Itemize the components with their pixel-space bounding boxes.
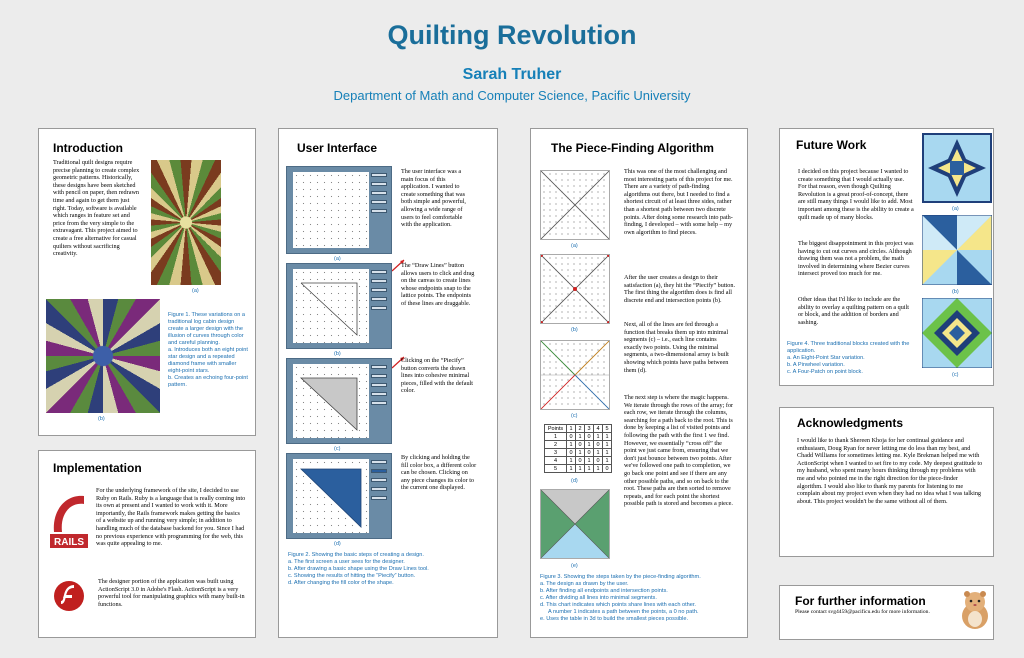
table-cell: 1 <box>603 449 612 457</box>
algorithm-figure-a <box>540 170 610 240</box>
eight-point-star-block <box>922 133 992 203</box>
figure3-caption-d: d. This chart indicates which points share lines with each other. <box>540 602 696 608</box>
figure1-caption-a: a. Introduces both an eight point star design and a repeated diamond frame with smaller eight-point stars. <box>168 347 248 374</box>
table-cell: 0 <box>567 433 576 441</box>
poster-header <box>0 0 1024 125</box>
table-cell: 1 <box>603 457 612 465</box>
algorithm-figure-c <box>540 340 610 410</box>
further-info-title: For further information <box>795 594 926 608</box>
figure1-label-a: (a) <box>192 288 199 294</box>
table-cell: 0 <box>576 441 585 449</box>
figure3-label-b: (b) <box>571 327 578 333</box>
algorithm-paragraph-2: After the user creates a design to their satisfaction (a), they hit the “Piecify” button. The first thing the algorithm does is find all discrete end and intersection points (b). <box>624 274 735 304</box>
log-cabin-quilt-image-b <box>46 299 160 413</box>
table-cell: 1 <box>567 465 576 473</box>
figure3-caption-b: b. After finding all endpoints and intersection points. <box>540 588 668 594</box>
rails-logo-text: RAILS <box>54 537 84 548</box>
figure1-caption <box>168 312 250 389</box>
table-cell: 0 <box>594 457 603 465</box>
algorithm-figure-b <box>540 254 610 324</box>
table-cell: 1 <box>545 433 567 441</box>
table-cell: 0 <box>585 433 594 441</box>
table-cell: 5 <box>603 425 612 433</box>
future-work-title: Future Work <box>796 138 867 152</box>
figure3-caption-c: c. After dividing all lines into minimal segments. <box>540 595 657 601</box>
table-row <box>545 457 612 465</box>
table-cell: 0 <box>594 441 603 449</box>
ui-screenshot-c <box>286 358 392 444</box>
table-cell: 4 <box>545 457 567 465</box>
ui-screenshot-a <box>286 166 392 254</box>
table-row <box>545 449 612 457</box>
hamster-image <box>960 588 990 630</box>
figure1-caption-title: Figure 1. These variations on a traditional log cabin design create a larger design with the illusion of curves through color and careful planning. <box>168 312 246 346</box>
table-row <box>545 465 612 473</box>
figure4-caption-title: Figure 4. Three traditional blocks created with the application. <box>787 341 910 354</box>
table-cell: 4 <box>594 425 603 433</box>
algorithm-paragraph-1: This was one of the most challenging and most interesting parts of this project for me. There are a variety of path-finding algorithms out there, but I needed to find a shortest circuit of at least three sides, rather than a shortest path between two discrete points. After doing some research into path-finding, I developed – with some help – my own algorithm to find pieces. <box>624 168 733 236</box>
figure2-label-d: (d) <box>334 541 341 547</box>
figure4-label-a: (a) <box>952 206 959 212</box>
table-cell: 1 <box>576 449 585 457</box>
figure3-caption-d-note: A number 1 indicates a path between the points, a 0 no path. <box>548 609 699 615</box>
table-cell: 3 <box>585 425 594 433</box>
user-interface-title: User Interface <box>297 141 378 155</box>
figure2-caption-c: c. Showing the results of hitting the “Piecify” button. <box>288 573 416 579</box>
table-row <box>545 433 612 441</box>
poster-title: Quilting Revolution <box>387 20 637 50</box>
table-cell: 1 <box>603 441 612 449</box>
figure3-label-d: (d) <box>571 478 578 484</box>
ui-text-2: The “Draw Lines” button allows users to click and drag on the canvas to create lines whose endpoints snap to the lattice points. The endpoints of these lines are draggable. <box>401 262 475 307</box>
figure2-label-c: (c) <box>334 446 341 452</box>
figure1-label-b: (b) <box>98 416 105 422</box>
figure3-label-e: (e) <box>571 563 578 569</box>
introduction-title: Introduction <box>53 141 123 155</box>
implementation-body-1: For the underlying framework of the site, I decided to use Ruby on Rails. Ruby is a language that is really coming into its own at present and I wanted to work with it. More importantly, the Rails framework makes getting the basics of a website up and running very simple; in addition to handling much of the database backend for you. Since I had no previous experience with programming for the web, this was quite appealing to me. <box>96 487 246 548</box>
figure3-caption-e: e. Uses the table in 3d to build the smallest pieces possible. <box>540 616 689 622</box>
future-work-paragraph-3: Other ideas that I'd like to include are the ability to overlay a quilting pattern on a quilt or block, and the addition of borders and sashing. <box>798 296 910 326</box>
table-cell: 1 <box>594 465 603 473</box>
department: Department of Math and Computer Science, Pacific University <box>333 88 691 103</box>
acknowledgments-body: I would like to thank Shereen Khoja for her continual guidance and enthusiasm, Doug Ryan for never letting me do less than my best, and Chadd Williams for sometimes letting me. Kyle Brekman helped me with ActionScript when I wanted to set fire to my code. My deepest gratitude to my husband, who spent many hours thinking through my problems with me and who pointed me in the right direction for the piece-finder algorithm. I would also like to thank my parents for listening to me complain about my project even when they had no idea what I was talking about. This project wouldn't be the same without all of them. <box>797 437 983 505</box>
figure3-caption-title: Figure 3. Showing the steps taken by the piece-finding algorithm. <box>540 574 701 580</box>
rails-logo-icon <box>48 490 90 552</box>
figure3-label-c: (c) <box>571 413 578 419</box>
figure2-caption-d: d. After changing the fill color of the shape. <box>288 580 394 586</box>
figure4-caption-b: b. A Pinwheel variation. <box>787 362 845 368</box>
table-cell: 1 <box>594 449 603 457</box>
table-cell: 1 <box>576 465 585 473</box>
adjacency-table <box>544 424 612 473</box>
table-cell: 0 <box>585 449 594 457</box>
implementation-body-2: The designer portion of the application was built using ActionScript 3.0 in Adobe's Flash. ActionScript is a very powerful tool for manipulating graphics with many built-in functions. <box>98 578 245 608</box>
table-cell: 2 <box>576 425 585 433</box>
flash-logo-icon <box>53 580 85 612</box>
table-cell: 1 <box>585 465 594 473</box>
algorithm-figure-e <box>540 489 610 559</box>
ui-screenshot-d <box>286 453 392 539</box>
ui-text-4: By clicking and holding the fill color box, a different color can be chosen. Clicking on any piece changes its color to the current one displayed. <box>401 454 477 492</box>
figure3-caption <box>540 574 740 623</box>
algorithm-paragraph-4: The next step is where the magic happens. We iterate through the rows of the array; for each row, we iterate through the columns, searching for a path back to the root. This is done by keeping a list of visited points and following the path with the first 1 we find. However, we essentially “cross off” the point we just came from, ensuring that we don't just bounce between two points. After we've followed one path to completion, we go back one point and see if there are any other possible paths, and so on back to the root. These paths are then sorted to remove repeats, and for each point the shortest possible path is stored and becomes a piece. <box>624 394 734 508</box>
figure4-caption <box>787 341 917 376</box>
table-cell: 0 <box>576 457 585 465</box>
introduction-body: Traditional quilt designs require precise planning to create complex geometric patterns. Historically, these designs have been sketched with pencil on paper, then redrawn time and again to get them just right. Today, software is available which ranges in feature set and price from the very simple to the extravagant. This project aimed to create a free alternative for casual quilters without sacrificing creativity. <box>53 159 140 258</box>
table-cell: 1 <box>594 433 603 441</box>
table-cell: 3 <box>545 449 567 457</box>
table-cell: 1 <box>567 457 576 465</box>
ui-text-3: Clicking on the “Piecify” button converts the drawn lines into cohesive minimal pieces, filled with the default color. <box>401 357 473 395</box>
table-header-row <box>545 425 612 433</box>
pinwheel-block <box>922 215 992 285</box>
figure2-caption-title: Figure 2. Showing the basic steps of creating a design. <box>288 552 424 558</box>
figure2-caption-a: a. The first screen a user sees for the designer. <box>288 559 405 565</box>
figure2-label-b: (b) <box>334 351 341 357</box>
table-cell: 1 <box>585 457 594 465</box>
table-cell: 1 <box>567 441 576 449</box>
figure3-caption-a: a. The design as drawn by the user. <box>540 581 629 587</box>
algorithm-title: The Piece-Finding Algorithm <box>551 141 714 155</box>
figure4-caption-c: c. A Four-Patch on point block. <box>787 369 863 375</box>
log-cabin-quilt-image-a <box>151 160 221 285</box>
table-cell: 1 <box>576 433 585 441</box>
figure2-caption <box>288 552 468 587</box>
future-work-paragraph-1: I decided on this project because I wanted to create something that I would actually use. For that reason, even though Quilting Revolution is a great proof-of-concept, there are still many things I would like to add. Most important among these is the ability to create a quilt made up of many blocks. <box>798 168 914 221</box>
figure2-caption-b: b. After drawing a basic shape using the Draw Lines tool. <box>288 566 429 572</box>
table-row <box>545 441 612 449</box>
table-cell: 0 <box>603 465 612 473</box>
figure4-label-b: (b) <box>952 289 959 295</box>
four-patch-on-point-block <box>922 298 992 368</box>
table-cell: Points <box>545 425 567 433</box>
table-cell: 5 <box>545 465 567 473</box>
table-cell: 2 <box>545 441 567 449</box>
table-cell: 0 <box>567 449 576 457</box>
author-name: Sarah Truher <box>462 66 562 83</box>
ui-screenshot-b <box>286 263 392 349</box>
figure3-label-a: (a) <box>571 243 578 249</box>
further-info-body: Please contact svg4459@pacificu.edu for more information. <box>795 609 930 615</box>
figure4-label-c: (c) <box>952 372 959 378</box>
table-cell: 1 <box>567 425 576 433</box>
figure2-label-a: (a) <box>334 256 341 262</box>
future-work-paragraph-2: The biggest disappointment in this project was having to cut out curves and circles. Although drawing them was not a problem, the math involved in determining where Bezier curves intersect proved too much for me. <box>798 240 914 278</box>
algorithm-paragraph-3: Next, all of the lines are fed through a function that breaks them up into minimal segments (c) – i.e., each line contains exactly two points. Using the minimal segments, a two-dimensional array is built showing which points have paths between them (d). <box>624 321 729 374</box>
ui-text-1: The user interface was a main focus of this application. I wanted to create something that was both simple and powerful, allowing a wide range of users to feel comfortable with the application. <box>401 168 466 229</box>
implementation-title: Implementation <box>53 461 142 475</box>
acknowledgments-title: Acknowledgments <box>797 416 904 430</box>
table-cell: 1 <box>603 433 612 441</box>
table-cell: 1 <box>585 441 594 449</box>
figure4-caption-a: a. An Eight-Point Star variation. <box>787 355 865 361</box>
figure1-caption-b: b. Creates an echoing four-point pattern. <box>168 375 248 388</box>
